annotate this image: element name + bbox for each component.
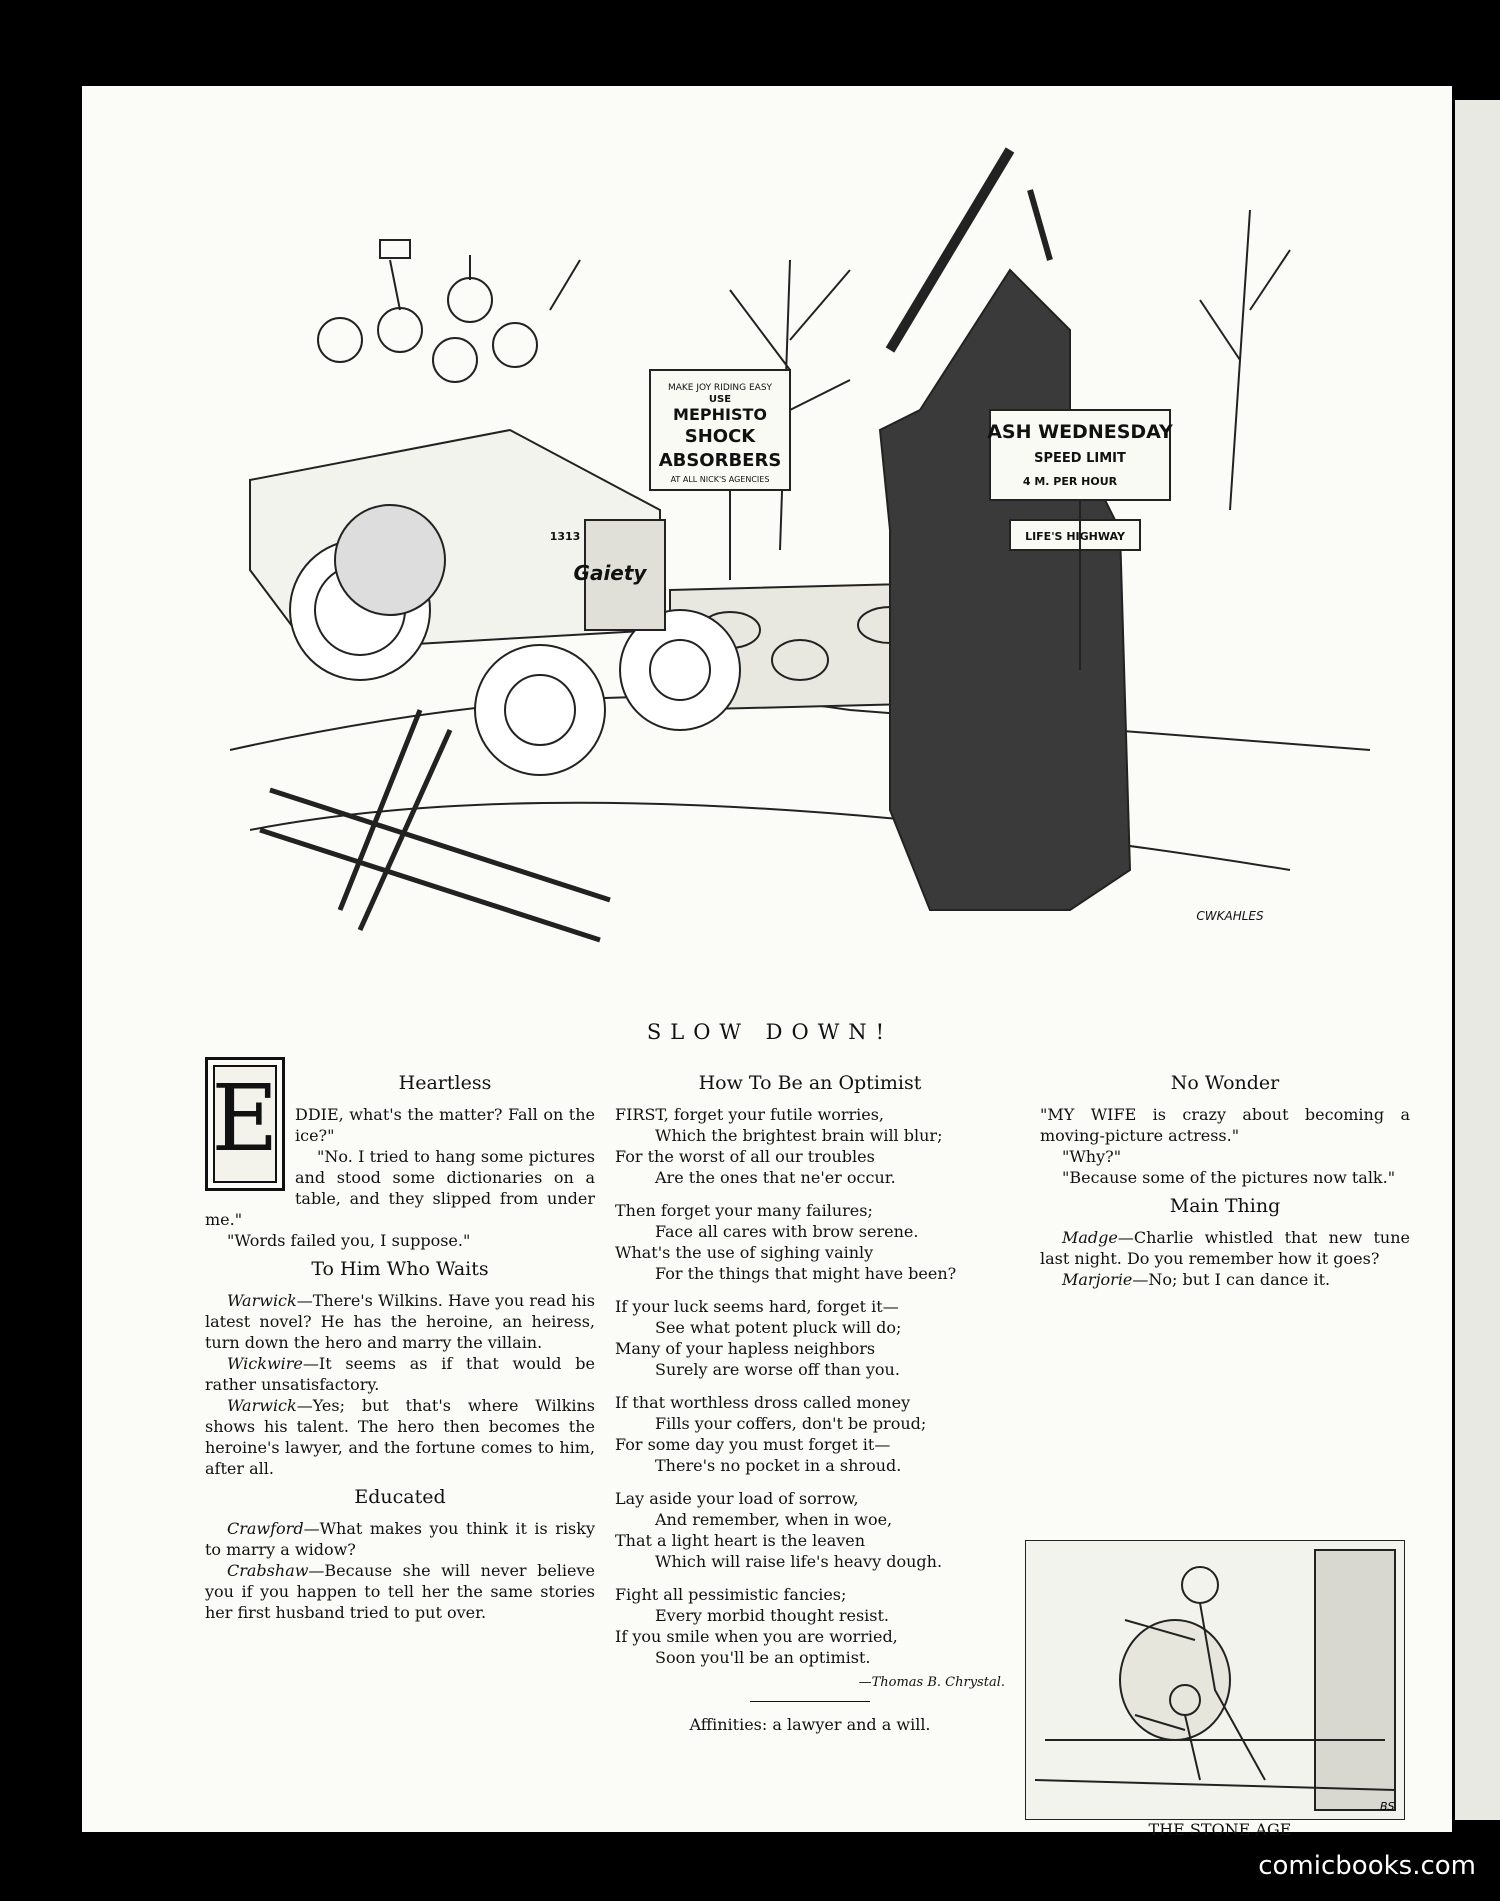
sign-ash-line3: 4 M. PER HOUR	[1022, 475, 1118, 488]
stone-age-caption: THE STONE AGE	[1148, 1820, 1292, 1839]
stone-signature: BS	[1380, 1800, 1395, 1813]
sign-mephisto-line6: AT ALL NICK'S AGENCIES	[670, 475, 770, 484]
sign-ash-line2: SPEED LIMIT	[1034, 451, 1126, 466]
sign-highway: LIFE'S HIGHWAY	[1025, 530, 1125, 543]
heading-heartless: Heartless	[398, 1072, 492, 1094]
nowonder-p3: "Because some of the pictures now talk."	[1062, 1168, 1396, 1187]
heading-optimist: How To Be an Optimist	[698, 1072, 922, 1094]
stanza-2: Then forget your many failures; Face all cares with brow serene. What's the use of sighing vainly For the things that might have been?	[615, 1201, 957, 1283]
sign-mephisto-line3: MEPHISTO	[673, 405, 767, 424]
nowonder-p2: "Why?"	[1062, 1147, 1122, 1166]
column-left	[205, 1065, 595, 1623]
stanza-1: FIRST, forget your futile worries, Which the brightest brain will blur; For the worst of all our troubles Are the ones that ne'er occur.	[615, 1105, 943, 1187]
slow-down-cartoon	[190, 110, 1370, 1010]
heartless-p3: "Words failed you, I suppose."	[227, 1231, 471, 1250]
poem-author: —Thomas B. Chrystal.	[858, 1675, 1005, 1690]
column-middle	[615, 1065, 1005, 1735]
sign-mephisto-line5: ABSORBERS	[658, 450, 782, 471]
heartless-p1: DDIE, what's the matter? Fall on the ice?"	[295, 1105, 595, 1145]
divider	[750, 1701, 870, 1702]
car-brand: Gaiety	[573, 561, 647, 585]
stanza-4: If that worthless dross called money Fills your coffers, don't be proud; For some day you must forget it— There's no pocket in a shroud.	[615, 1393, 927, 1475]
heading-nowonder: No Wonder	[1170, 1072, 1280, 1094]
cartoon-caption: SLOW DOWN!	[646, 1020, 894, 1044]
stanza-3: If your luck seems hard, forget it— See what potent pluck will do; Many of your hapless neighbors Surely are worse off than you.	[615, 1297, 902, 1379]
car-plate: 1313	[549, 530, 581, 543]
stanza-6: Fight all pessimistic fancies; Every morbid thought resist. If you smile when you are worried, Soon you'll be an optimist.	[615, 1585, 898, 1667]
waits-line2: Wickwire—It seems as if that would be rather unsatisfactory.	[205, 1354, 595, 1394]
mainthing-line1: Madge—Charlie whistled that new tune last night. Do you remember how it goes?	[1040, 1228, 1410, 1268]
watermark: comicbooks.com	[1258, 1851, 1476, 1881]
sign-ash-line1: ASH WEDNESDAY	[987, 421, 1173, 443]
facing-page-edge	[1455, 100, 1500, 1820]
stanza-5: Lay aside your load of sorrow, And remember, when in woe, That a light heart is the leaven Which will raise life's heavy dough.	[615, 1489, 943, 1571]
stone-age-illustration	[1025, 1540, 1405, 1820]
affinities-line: Affinities: a lawyer and a will.	[689, 1715, 931, 1734]
sign-mephisto-line1: MAKE JOY RIDING EASY	[667, 383, 773, 393]
waits-line1: Warwick—There's Wilkins. Have you read his latest novel? He has the heroine, an heiress, turn down the hero and marry the villain.	[205, 1291, 595, 1352]
mainthing-line2: Marjorie—No; but I can dance it.	[1062, 1270, 1331, 1289]
sign-mephisto-line2: USE	[708, 394, 732, 405]
heartless-p2: "No. I tried to hang some pictures and stood some dictionaries on a table, and they slipped from under me."	[205, 1147, 595, 1229]
sign-mephisto-line4: SHOCK	[684, 426, 756, 447]
nowonder-p1: "MY WIFE is crazy about becoming a moving-picture actress."	[1040, 1105, 1410, 1145]
cartoon-signature: CWKAHLES	[1196, 909, 1264, 923]
heading-educated: Educated	[354, 1486, 446, 1508]
educated-line1: Crawford—What makes you think it is risky to marry a widow?	[205, 1519, 595, 1559]
column-right	[1040, 1065, 1410, 1290]
heading-waits: To Him Who Waits	[311, 1258, 489, 1280]
educated-line2: Crabshaw—Because she will never believe you if you happen to tell her the same stories her first husband tried to put over.	[205, 1561, 595, 1622]
dropcap: E	[205, 1057, 285, 1191]
heading-mainthing: Main Thing	[1169, 1195, 1281, 1217]
waits-line3: Warwick—Yes; but that's where Wilkins shows his talent. The hero then becomes the heroine's lawyer, and the fortune comes to him, after all.	[205, 1396, 595, 1478]
